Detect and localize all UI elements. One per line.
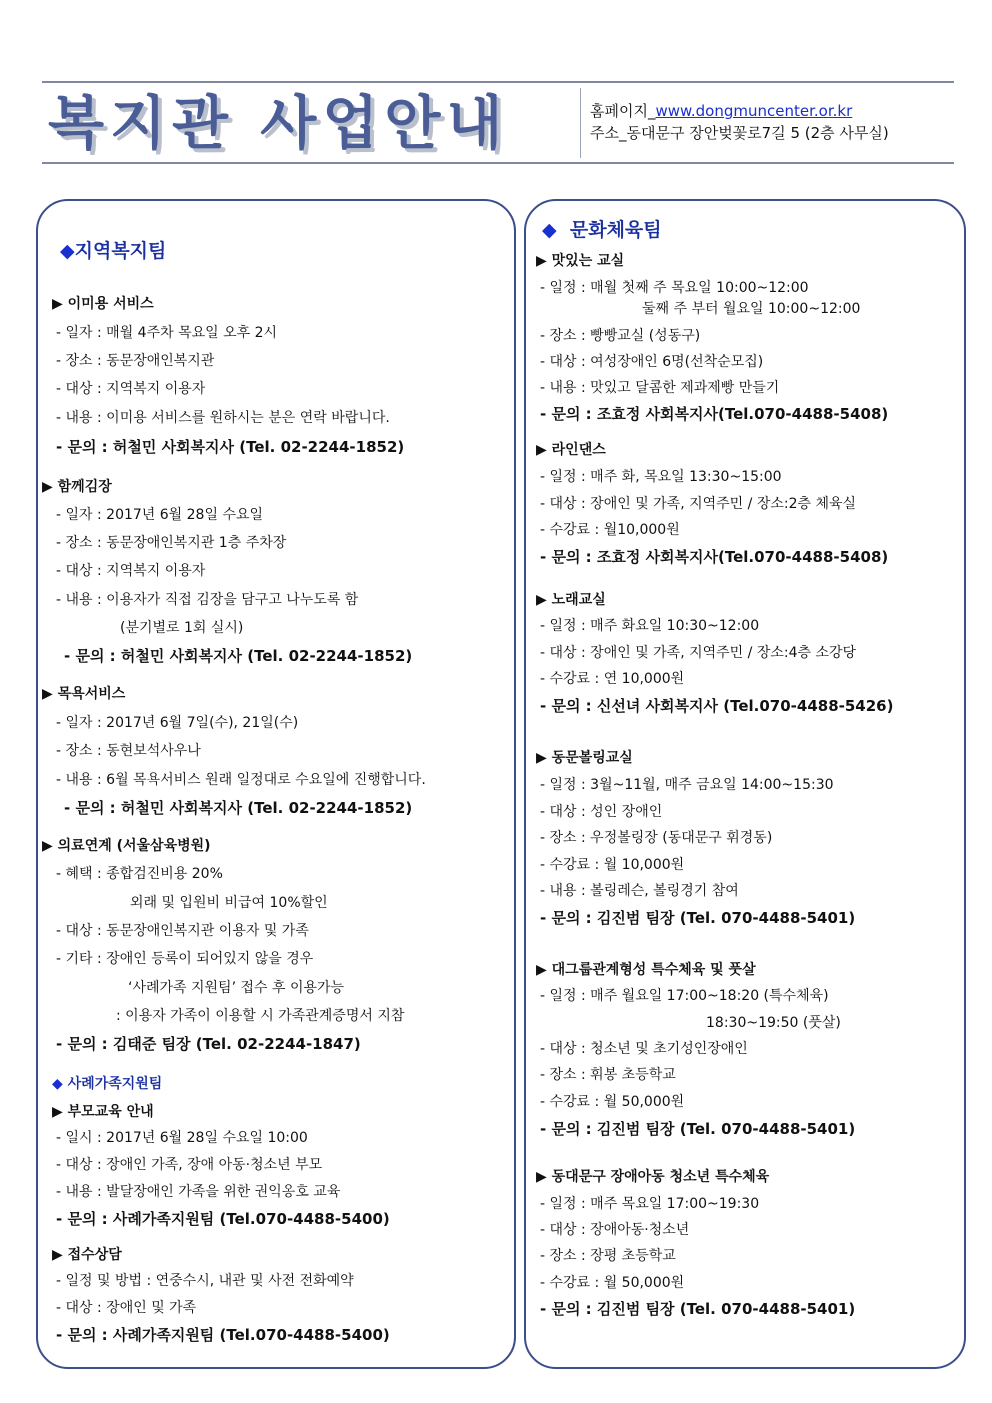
detail-line: - 내용 : 이미용 서비스를 원하시는 분은 연락 바랍니다.: [56, 410, 390, 426]
detail-line: - 내용 : 맛있고 달콤한 제과제빵 만들기: [540, 380, 780, 396]
header-rule-bottom: [42, 162, 954, 164]
detail-line: - 장소 : 빵빵교실 (성동구): [540, 328, 701, 344]
detail-line: - 대상 : 성인 장애인: [540, 804, 663, 820]
diamond-icon: ◆: [52, 1076, 63, 1092]
detail-line-cont: 둘째 주 부터 월요일 10:00~12:00: [642, 301, 861, 317]
program-title: ▶ 부모교육 안내: [52, 1104, 154, 1120]
detail-line: - 대상 : 장애인 및 가족, 지역주민 / 장소:2층 체육실: [540, 496, 857, 512]
homepage-label: 홈페이지_: [590, 102, 656, 120]
detail-line: - 대상 : 청소년 및 초기성인장애인: [540, 1041, 748, 1057]
diamond-icon: ◆: [60, 240, 75, 262]
detail-line-cont: : 이용자 가족이 이용할 시 가족관계증명서 지참: [116, 1008, 405, 1024]
diamond-icon: ◆: [542, 219, 557, 241]
detail-line: - 일자 : 2017년 6월 7일(수), 21일(수): [56, 715, 299, 731]
homepage-link[interactable]: www.dongmuncenter.or.kr: [655, 102, 853, 120]
program-title: ▶ 이미용 서비스: [52, 296, 154, 312]
team-title-community-welfare: ◆지역복지팀: [60, 240, 167, 262]
detail-line: - 수강료 : 월 50,000원: [540, 1094, 685, 1110]
detail-line: - 장소 : 동문장애인복지관: [56, 353, 215, 369]
detail-line: - 장소 : 휘봉 초등학교: [540, 1067, 676, 1083]
program-title: ▶ 함께김장: [42, 479, 112, 495]
detail-line: - 대상 : 장애인 및 가족, 지역주민 / 장소:4층 소강당: [540, 645, 857, 661]
banner-divider: [580, 88, 581, 158]
detail-line: - 수강료 : 월 10,000원: [540, 857, 685, 873]
detail-line: - 대상 : 지역복지 이용자: [56, 381, 206, 397]
program-title: ▶ 동대문구 장애아동 청소년 특수체육: [536, 1169, 770, 1185]
detail-line: - 장소 : 장평 초등학교: [540, 1248, 676, 1264]
program-title: ▶ 대그룹관계형성 특수체육 및 풋살: [536, 962, 756, 978]
detail-line: - 장소 : 우정볼링장 (동대문구 휘경동): [540, 830, 773, 846]
detail-line-cont: 외래 및 입원비 비급여 10%할인: [130, 895, 328, 911]
program-title: ▶ 접수상담: [52, 1247, 122, 1263]
program-title: ▶ 동문볼링교실: [536, 750, 633, 766]
detail-line-cont: 18:30~19:50 (풋살): [706, 1015, 841, 1031]
subteam-title-case-family: ◆ 사례가족지원팀: [52, 1076, 163, 1092]
contact-line: - 문의 : 조효정 사회복지사(Tel.070-4488-5408): [540, 548, 889, 566]
detail-line: - 일정 : 매주 월요일 17:00~18:20 (특수체육): [540, 988, 829, 1004]
address-text: 주소_동대문구 장안벚꽃로7길 5 (2층 사무실): [590, 124, 889, 142]
detail-line: - 대상 : 장애인 가족, 장애 아동·청소년 부모: [56, 1157, 323, 1173]
program-title: ▶ 맛있는 교실: [536, 253, 625, 269]
contact-line: - 문의 : 사례가족지원팀 (Tel.070-4488-5400): [56, 1210, 390, 1228]
program-title: ▶ 목욕서비스: [42, 686, 126, 702]
program-title: ▶ 라인댄스: [536, 442, 606, 458]
contact-line: - 문의 : 허철민 사회복지사 (Tel. 02-2244-1852): [56, 438, 405, 456]
detail-line: - 일정 : 3월~11월, 매주 금요일 14:00~15:30: [540, 777, 834, 793]
detail-line: - 일정 : 매월 첫째 주 목요일 10:00~12:00: [540, 280, 809, 296]
contact-line: - 문의 : 허철민 사회복지사 (Tel. 02-2244-1852): [64, 799, 413, 817]
detail-line: - 대상 : 여성장애인 6명(선착순모집): [540, 354, 764, 370]
contact-line: - 문의 : 김진범 팀장 (Tel. 070-4488-5401): [540, 909, 856, 927]
program-title: ▶ 의료연계 (서울삼육병원): [42, 838, 211, 854]
detail-line: - 수강료 : 연 10,000원: [540, 671, 685, 687]
team-title-culture-sports: ◆ 문화체육팀: [542, 219, 662, 241]
detail-line: - 수강료 : 월 50,000원: [540, 1275, 685, 1291]
detail-line: - 일시 : 2017년 6월 28일 수요일 10:00: [56, 1130, 308, 1146]
detail-line-cont: (분기별로 1회 실시): [120, 620, 244, 636]
banner-info: [590, 100, 889, 144]
contact-line: - 문의 : 조효정 사회복지사(Tel.070-4488-5408): [540, 405, 889, 423]
header-rule-top: [42, 81, 954, 83]
detail-line: - 내용 : 이용자가 직접 김장을 담구고 나누도록 함: [56, 592, 359, 608]
detail-line: - 혜택 : 종합검진비용 20%: [56, 866, 223, 882]
detail-line: - 일정 및 방법 : 연중수시, 내관 및 사전 전화예약: [56, 1273, 354, 1289]
detail-line: - 일자 : 2017년 6월 28일 수요일: [56, 507, 264, 523]
contact-line: - 문의 : 사례가족지원팀 (Tel.070-4488-5400): [56, 1326, 390, 1344]
detail-line: - 장소 : 동문장애인복지관 1층 주차장: [56, 535, 287, 551]
detail-line: - 기타 : 장애인 등록이 되어있지 않을 경우: [56, 951, 314, 967]
contact-line: - 문의 : 김진범 팀장 (Tel. 070-4488-5401): [540, 1120, 856, 1138]
program-title: ▶ 노래교실: [536, 592, 606, 608]
detail-line: - 내용 : 볼링레슨, 볼링경기 참여: [540, 883, 739, 899]
detail-line: - 내용 : 6월 목욕서비스 원래 일정대로 수요일에 진행합니다.: [56, 772, 426, 788]
contact-line: - 문의 : 신선녀 사회복지사 (Tel.070-4488-5426): [540, 697, 894, 715]
detail-line: - 내용 : 발달장애인 가족을 위한 권익옹호 교육: [56, 1184, 341, 1200]
contact-line: - 문의 : 허철민 사회복지사 (Tel. 02-2244-1852): [64, 647, 413, 665]
detail-line: - 장소 : 동현보석사우나: [56, 743, 201, 759]
detail-line: - 대상 : 장애아동·청소년: [540, 1222, 690, 1238]
detail-line: - 일정 : 매주 화, 목요일 13:30~15:00: [540, 469, 782, 485]
detail-line: - 일자 : 매월 4주차 목요일 오후 2시: [56, 325, 278, 341]
detail-line: - 대상 : 장애인 및 가족: [56, 1300, 197, 1316]
contact-line: - 문의 : 김진범 팀장 (Tel. 070-4488-5401): [540, 1300, 856, 1318]
detail-line: - 수강료 : 월10,000원: [540, 522, 680, 538]
detail-line: - 일정 : 매주 화요일 10:30~12:00: [540, 618, 760, 634]
detail-line-cont: ‘사례가족 지원팀’ 접수 후 이용가능: [128, 980, 345, 996]
page-title: 복지관 사업안내: [48, 89, 509, 157]
detail-line: - 대상 : 동문장애인복지관 이용자 및 가족: [56, 923, 309, 939]
detail-line: - 대상 : 지역복지 이용자: [56, 563, 206, 579]
contact-line: - 문의 : 김태준 팀장 (Tel. 02-2244-1847): [56, 1035, 361, 1053]
detail-line: - 일정 : 매주 목요일 17:00~19:30: [540, 1196, 760, 1212]
